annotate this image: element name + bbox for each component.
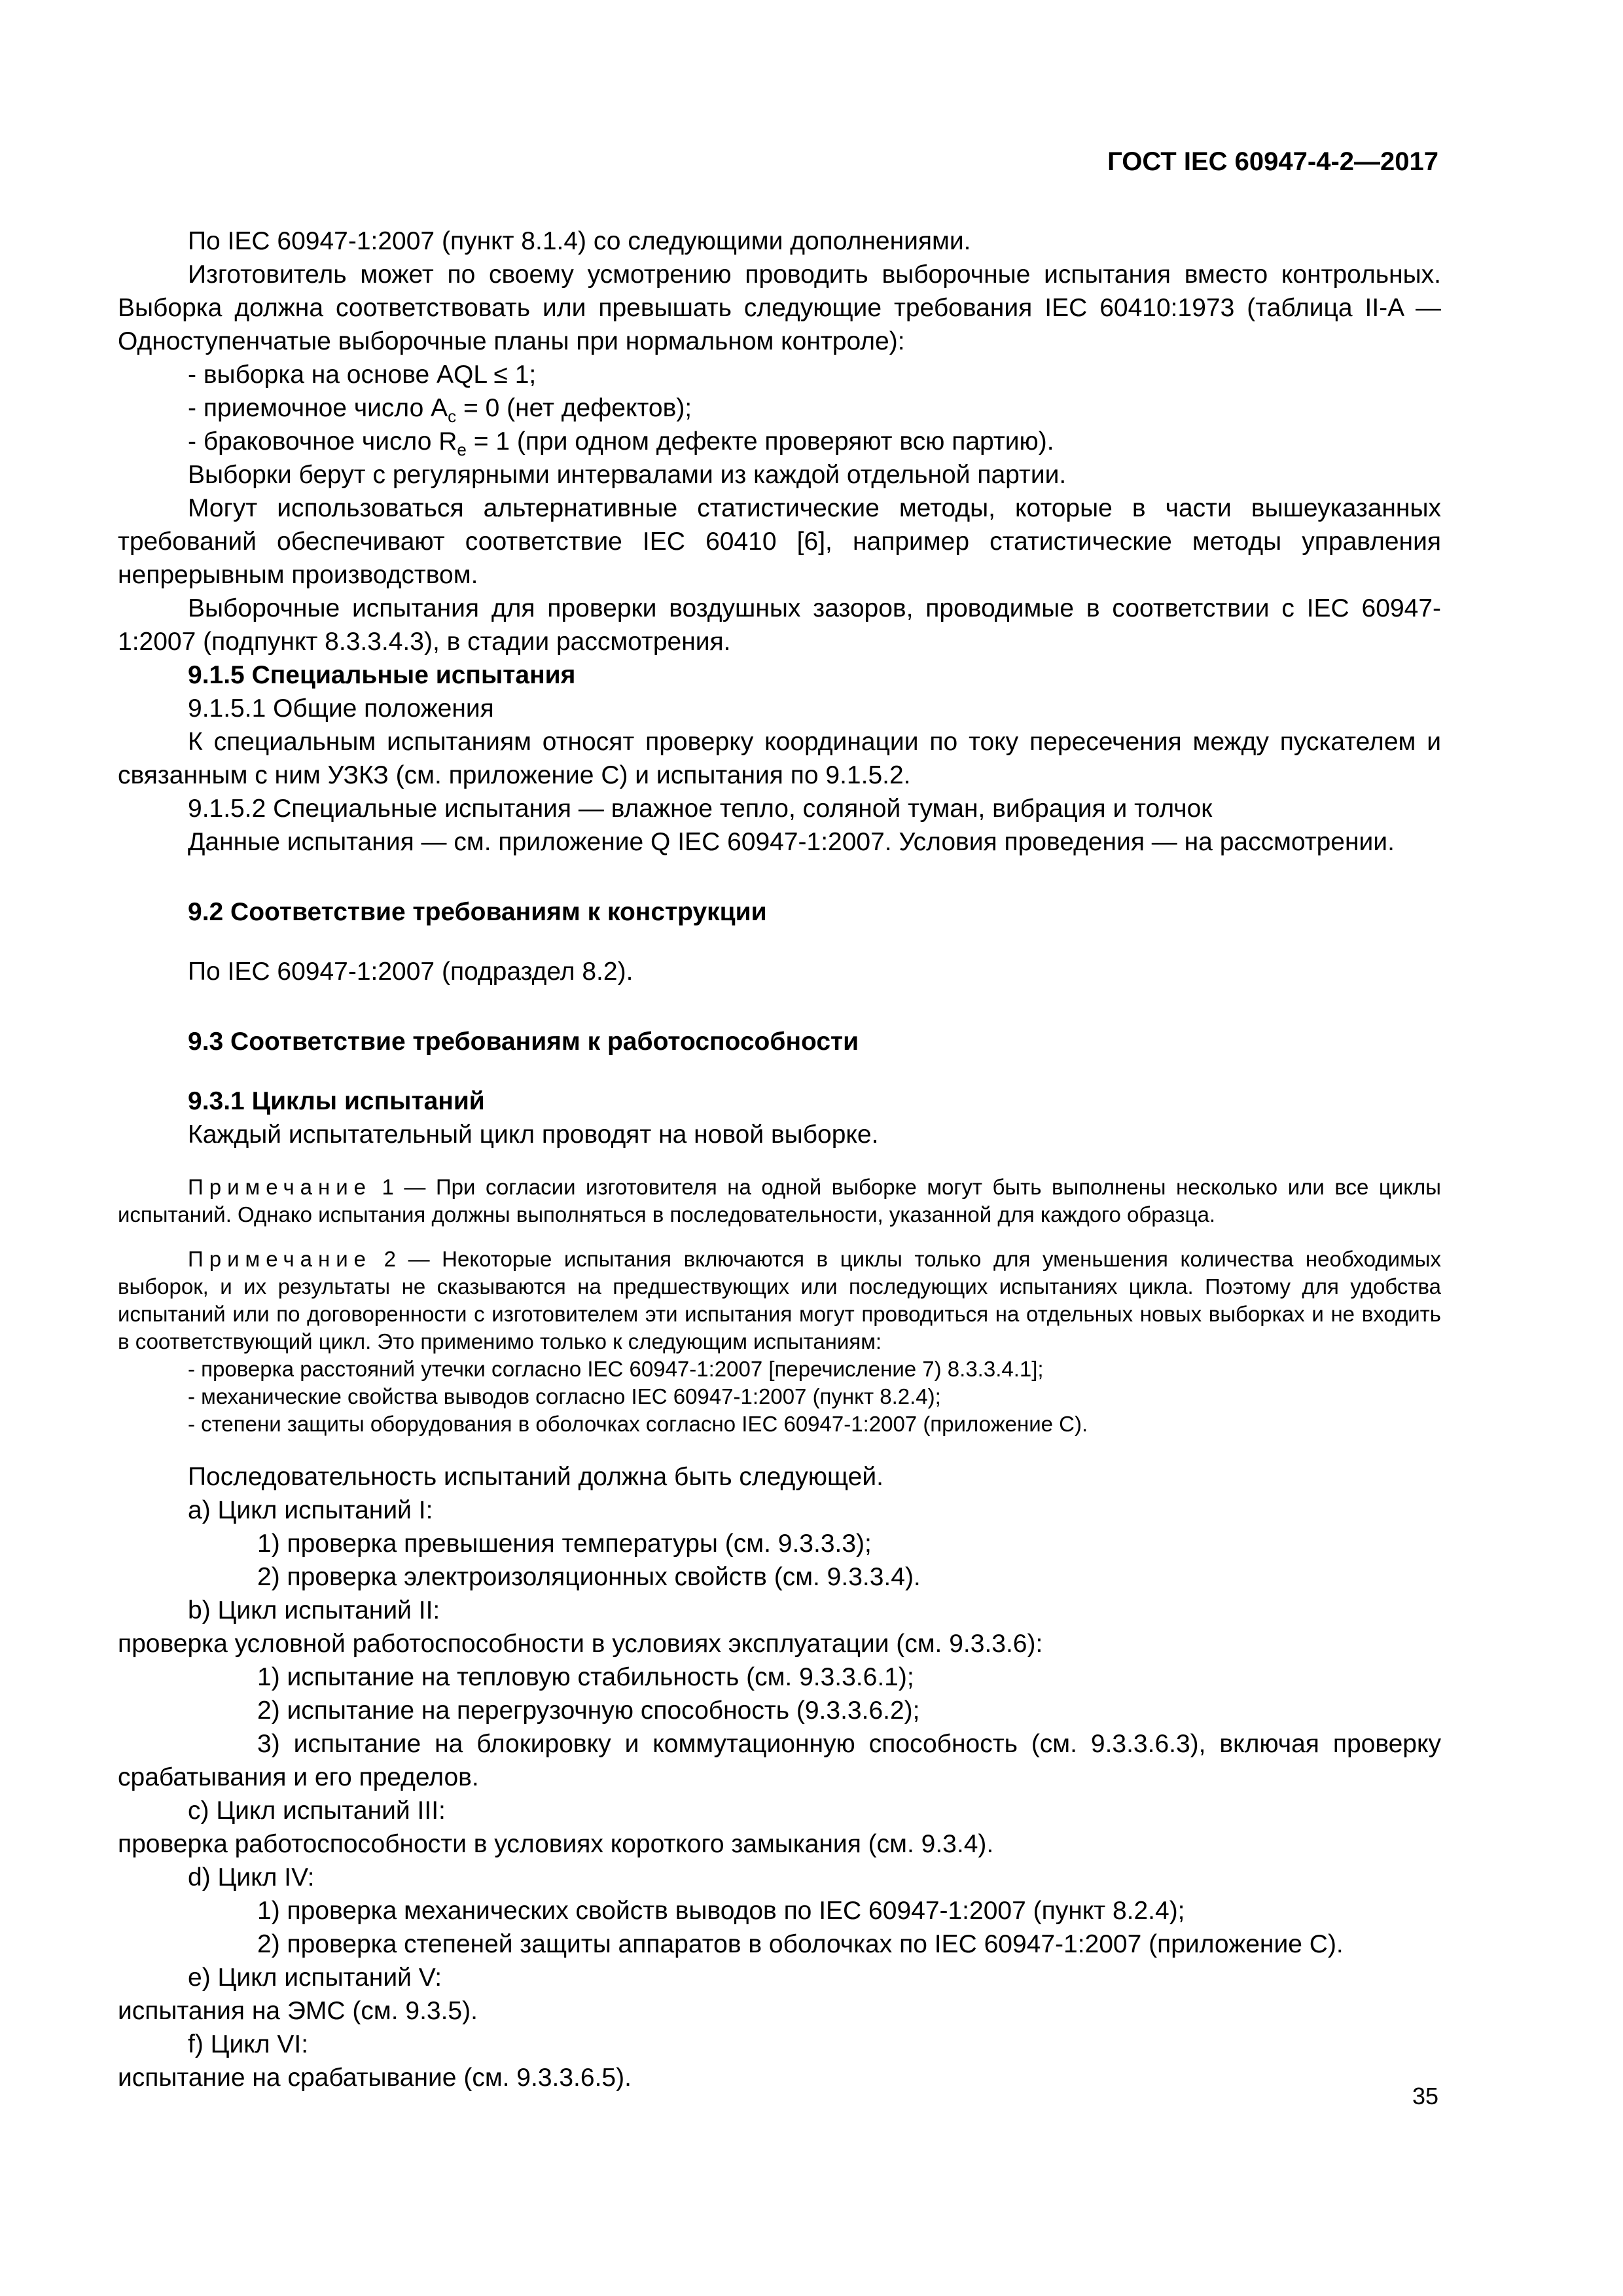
subsection-heading: 9.3.1 Циклы испытаний — [188, 1087, 485, 1115]
note-list-item: - степени защиты оборудования в оболочках согласно IEC 60947-1:2007 (приложение C). — [188, 1412, 1088, 1436]
list-item: - приемочное число $A_c = 0$ (нет дефектов); — [188, 394, 692, 426]
subsection-heading: 9.1.5.2 Специальные испытания — влажное тепло, соляной туман, вибрация и толчок — [188, 795, 1213, 823]
paragraph: Выборки берут с регулярными интервалами из каждой отдельной партии. — [188, 461, 1067, 489]
paragraph: Каждый испытательный цикл проводят на новой выборке. — [188, 1121, 879, 1149]
list-item: - браковочное число $R_e = 1$ (при одном дефекте проверяют всю партию). — [188, 427, 1054, 459]
cycle-heading: d) Цикл IV: — [188, 1863, 315, 1892]
paragraph: Могут использоваться альтернативные статистические методы, которые в части вышеуказанных требований обеспечивают соответствие IEC 60410 [6], например статистические методы управления непрерывным производством. — [118, 494, 1441, 589]
cycle-item: 1) проверка превышения температуры (см. 9.3.3.3); — [257, 1530, 872, 1558]
paragraph: Выборочные испытания для проверки воздушных зазоров, проводимые в соответствии с IEC 60947-1:2007 (подпункт 8.3.3.4.3), в стадии рассмотрения. — [118, 594, 1441, 656]
cycle-heading: f) Цикл VI: — [188, 2030, 309, 2058]
cycle-description: испытания на ЭМС (см. 9.3.5). — [118, 1997, 478, 2025]
cycle-description: проверка условной работоспособности в условиях эксплуатации (см. 9.3.3.6): — [118, 1630, 1043, 1658]
paragraph: Данные испытания — см. приложение Q IEC 60947-1:2007. Условия проведения — на рассмотрении. — [188, 828, 1395, 856]
cycle-item: 2) испытание на перегрузочную способность (9.3.3.6.2); — [257, 1696, 920, 1725]
cycle-heading: a) Цикл испытаний I: — [188, 1496, 433, 1524]
cycle-description: испытание на срабатывание (см. 9.3.3.6.5). — [118, 2064, 632, 2092]
cycle-description: проверка работоспособности в условиях короткого замыкания (см. 9.3.4). — [118, 1830, 994, 1858]
subsection-heading: 9.1.5.1 Общие положения — [188, 694, 494, 723]
note: Примечание 1 — При согласии изготовителя на одной выборке могут быть выполнены несколько или все циклы испытаний. Однако испытания должны выполняться в последовательности, указанной для каждого образца. — [118, 1175, 1441, 1227]
section-heading: 9.3 Соответствие требованиям к работоспособности — [188, 1028, 859, 1056]
cycle-item: 2) проверка степеней защиты аппаратов в оболочках по IEC 60947-1:2007 (приложение C). — [257, 1930, 1344, 1958]
cycle-item: 3) испытание на блокировку и коммутационную способность (см. 9.3.3.6.3), включая проверку срабатывания и его пределов. — [118, 1730, 1441, 1791]
note: Примечание 2 — Некоторые испытания включаются в циклы только для уменьшения количества необходимых выборок, и их результаты не сказываются на предшествующих или последующих испытаниях цикла. Поэтому для удобства испытаний или по договоренности с изготовителем эти испытания могут проводиться на отдельных новых выборках и не входить в соответствующий цикл. Это применимо только к следующим испытаниям: — [118, 1247, 1441, 1354]
section-heading: 9.1.5 Специальные испытания — [188, 661, 576, 689]
paragraph: По IEC 60947-1:2007 (подраздел 8.2). — [188, 958, 633, 986]
cycle-heading: b) Цикл испытаний II: — [188, 1596, 440, 1624]
list-item: - выборка на основе AQL ≤ 1; — [188, 361, 537, 389]
note-label: Примечание — [188, 1247, 372, 1271]
cycle-item: 1) испытание на тепловую стабильность (см. 9.3.3.6.1); — [257, 1663, 914, 1691]
page-number: 35 — [1412, 2083, 1438, 2109]
paragraph: Изготовитель может по своему усмотрению проводить выборочные испытания вместо контрольных. Выборка должна соответствовать или превышать следующие требования IEC 60410:1973 (таблица II-A — Одноступенчатые выборочные планы при нормальном контроле): — [118, 260, 1441, 355]
note-label: Примечание — [188, 1175, 372, 1199]
document-number-header: ГОСТ IEC 60947-4-2—2017 — [1107, 147, 1438, 176]
cycle-item: 2) проверка электроизоляционных свойств (см. 9.3.3.4). — [257, 1563, 921, 1591]
note-list-item: - механические свойства выводов согласно IEC 60947-1:2007 (пункт 8.2.4); — [188, 1384, 941, 1408]
cycle-heading: e) Цикл испытаний V: — [188, 1964, 442, 1992]
paragraph: Последовательность испытаний должна быть следующей. — [188, 1463, 883, 1491]
paragraph: По IEC 60947-1:2007 (пункт 8.1.4) со следующими дополнениями. — [188, 227, 971, 255]
section-heading: 9.2 Соответствие требованиям к конструкции — [188, 898, 767, 926]
document-body — [118, 224, 1441, 2094]
note-list-item: - проверка расстояний утечки согласно IEC 60947-1:2007 [перечисление 7) 8.3.3.4.1]; — [188, 1357, 1044, 1381]
cycle-item: 1) проверка механических свойств выводов по IEC 60947-1:2007 (пункт 8.2.4); — [257, 1897, 1185, 1925]
paragraph: К специальным испытаниям относят проверку координации по току пересечения между пускателем и связанным с ним УЗКЗ (см. приложение C) и испытания по 9.1.5.2. — [118, 728, 1441, 789]
cycle-heading: c) Цикл испытаний III: — [188, 1797, 446, 1825]
